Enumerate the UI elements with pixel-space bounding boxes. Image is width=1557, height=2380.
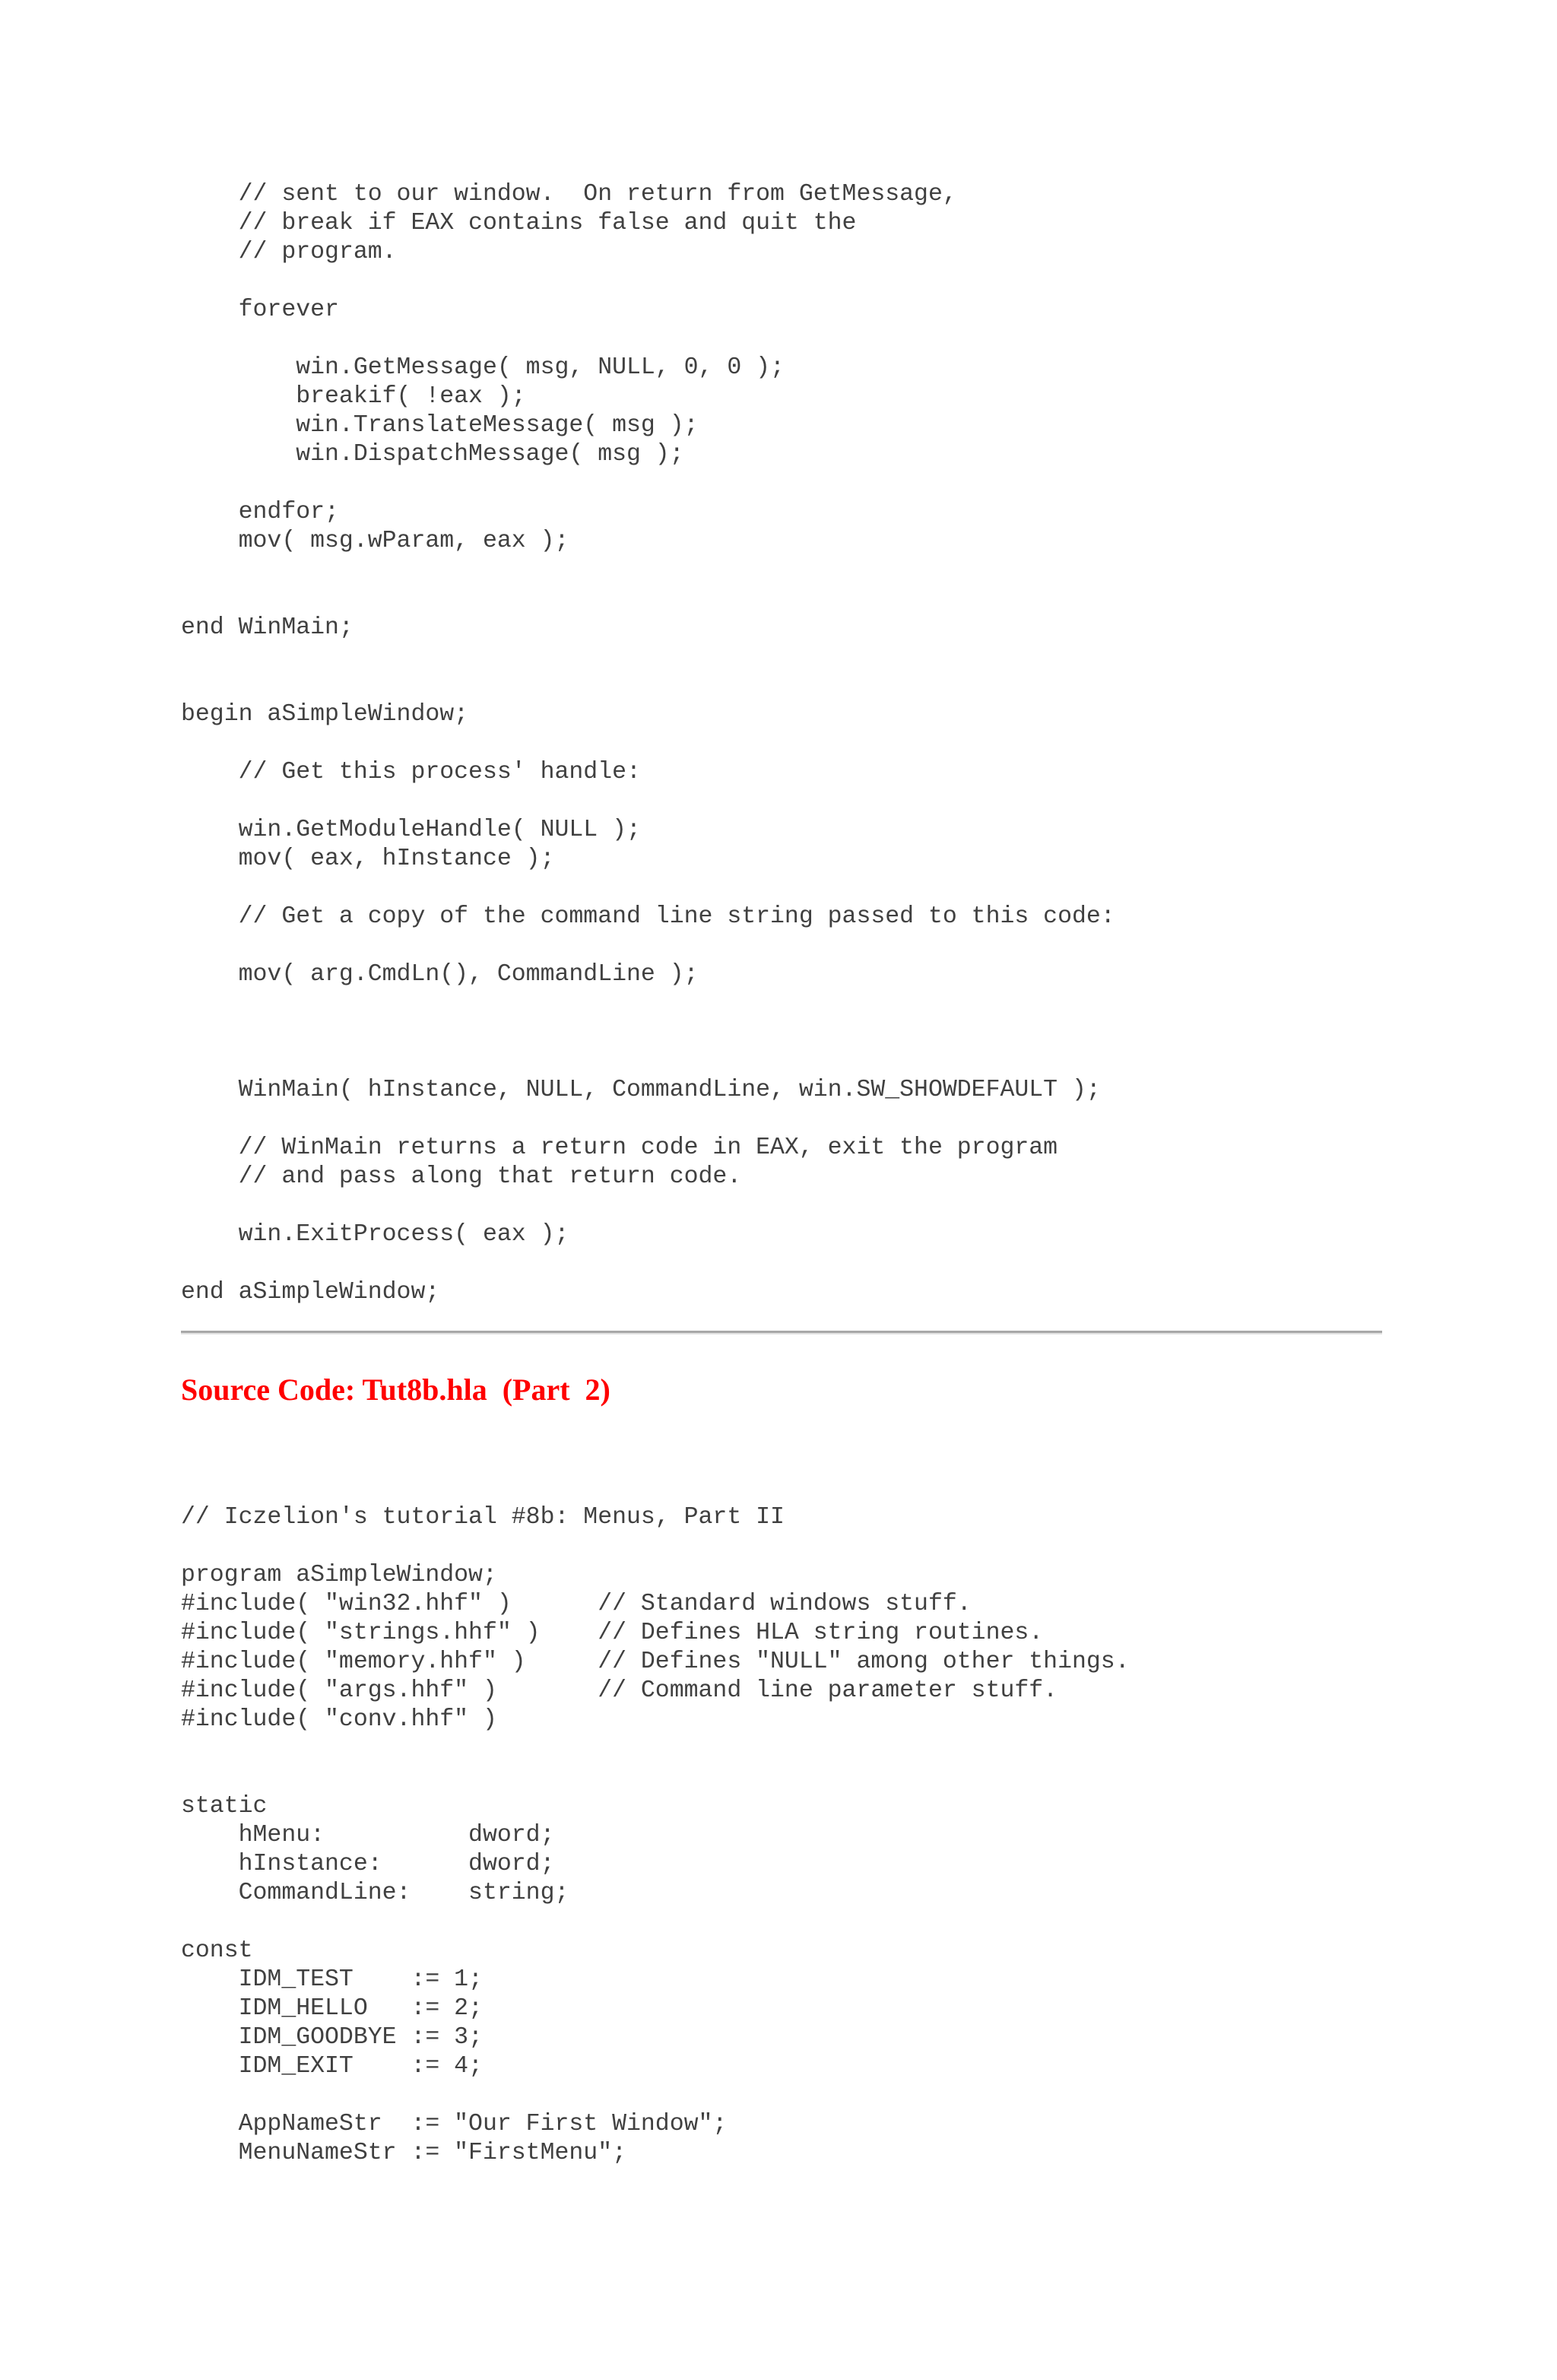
code-line: #include( "win32.hhf" ) // Standard windows stuff. [181, 1591, 972, 1617]
code-line: endfor; [181, 499, 339, 525]
code-line: mov( msg.wParam, eax ); [181, 528, 569, 554]
code-line: win.TranslateMessage( msg ); [181, 412, 699, 439]
code-line: IDM_HELLO := 2; [181, 1995, 483, 2022]
code-line: IDM_EXIT := 4; [181, 2053, 483, 2080]
code-line: win.DispatchMessage( msg ); [181, 441, 684, 468]
code-line: WinMain( hInstance, NULL, CommandLine, win.SW_SHOWDEFAULT ); [181, 1077, 1101, 1103]
code-line: win.ExitProcess( eax ); [181, 1221, 569, 1248]
code-line: end aSimpleWindow; [181, 1279, 440, 1306]
code-line: #include( "memory.hhf" ) // Defines "NULL" among other things. [181, 1649, 1130, 1675]
code-block-part2 [181, 1503, 1130, 2168]
code-line: // break if EAX contains false and quit the [181, 210, 857, 236]
code-line: // Get this process' handle: [181, 759, 641, 785]
section-heading: Source Code: Tut8b.hla (Part 2) [181, 1372, 610, 1407]
code-line: mov( arg.CmdLn(), CommandLine ); [181, 961, 699, 988]
code-line: // and pass along that return code. [181, 1163, 742, 1190]
code-line: // sent to our window. On return from GetMessage, [181, 181, 957, 208]
code-line: win.GetMessage( msg, NULL, 0, 0 ); [181, 354, 785, 381]
code-line: win.GetModuleHandle( NULL ); [181, 817, 641, 843]
code-line: static [181, 1793, 268, 1820]
code-line: mov( eax, hInstance ); [181, 846, 555, 872]
code-line: #include( "conv.hhf" ) [181, 1706, 497, 1733]
code-line: forever [181, 297, 339, 323]
code-line: MenuNameStr := "FirstMenu"; [181, 2140, 626, 2166]
code-line: IDM_GOODBYE := 3; [181, 2024, 483, 2051]
code-line: const [181, 1937, 253, 1964]
horizontal-rule [181, 1331, 1382, 1334]
code-line: CommandLine: string; [181, 1880, 569, 1906]
code-line: end WinMain; [181, 614, 354, 641]
code-line: AppNameStr := "Our First Window"; [181, 2111, 728, 2137]
code-line: hMenu: dword; [181, 1822, 555, 1848]
code-line: // Get a copy of the command line string passed to this code: [181, 903, 1115, 930]
code-line: breakif( !eax ); [181, 383, 526, 410]
code-line: // Iczelion's tutorial #8b: Menus, Part II [181, 1504, 785, 1531]
code-line: program aSimpleWindow; [181, 1562, 497, 1588]
code-block-part1 [181, 180, 1115, 1307]
code-line: hInstance: dword; [181, 1851, 555, 1877]
code-line: #include( "strings.hhf" ) // Defines HLA string routines. [181, 1620, 1044, 1646]
code-line: // WinMain returns a return code in EAX, exit the program [181, 1134, 1058, 1161]
code-line: // program. [181, 239, 397, 265]
code-line: IDM_TEST := 1; [181, 1966, 483, 1993]
code-line: begin aSimpleWindow; [181, 701, 469, 728]
code-line: #include( "args.hhf" ) // Command line parameter stuff. [181, 1677, 1058, 1704]
